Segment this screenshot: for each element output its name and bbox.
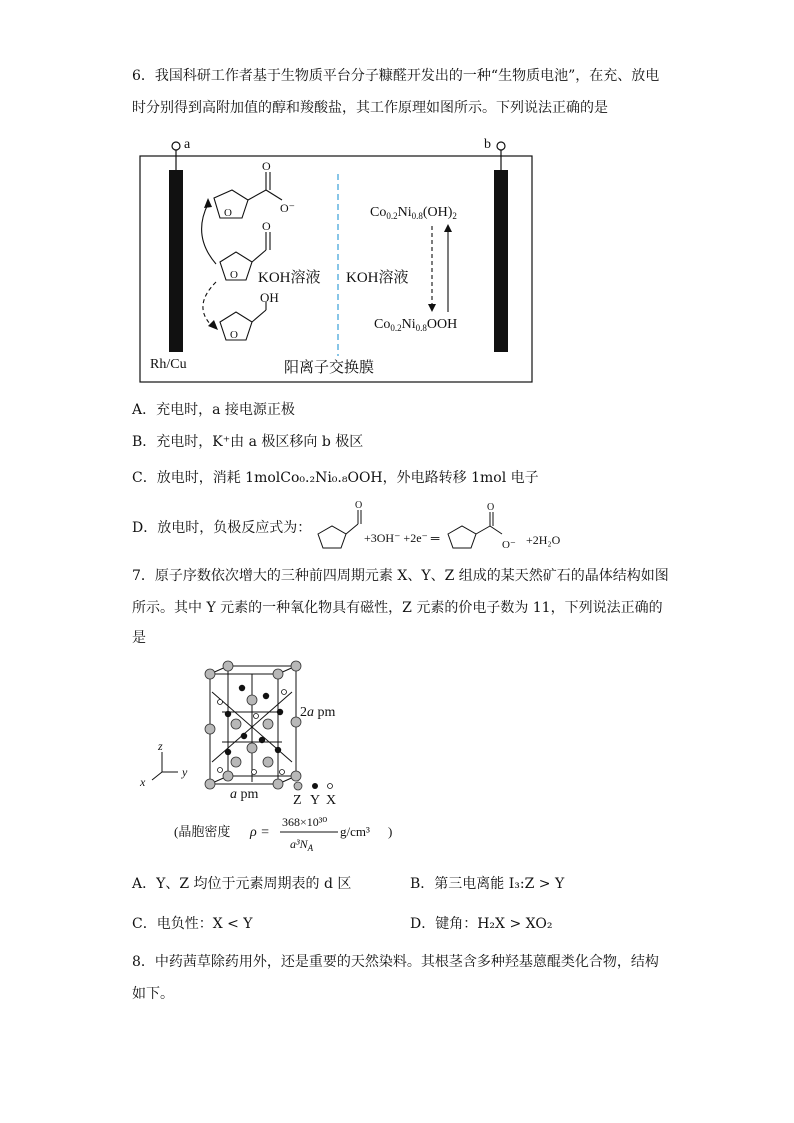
legend-x-marker	[328, 784, 333, 789]
membrane-label: 阳离子交换膜	[284, 360, 375, 376]
axis-x-label: x	[140, 775, 146, 789]
co-ni-oxyhydroxide: $Co_{0.2}Ni_{0.8}OOH$	[374, 317, 458, 333]
battery-diagram	[136, 136, 536, 386]
eq-furoate	[448, 512, 502, 548]
reduction-arrowhead	[208, 320, 218, 330]
eq-furoate-o-minus: O⁻	[502, 539, 516, 551]
electrode-b-label: b	[484, 137, 491, 152]
down-arrowhead	[428, 304, 436, 312]
terminal-a	[172, 142, 180, 150]
oxidation-arrowhead	[204, 198, 212, 208]
q6-option-a[interactable]: A．充电时，a 接电源正极	[132, 402, 295, 418]
option-d-equation	[310, 498, 610, 554]
cell-height-label: 2a pm	[300, 705, 336, 720]
density-unit: g/cm³	[340, 824, 370, 839]
legend-z-label: Z	[293, 793, 302, 808]
density-rho: ρ =	[250, 825, 270, 840]
alcohol-ring-o: O	[230, 329, 238, 341]
eq-furoate-o: O	[487, 502, 495, 513]
unit-cell-frame	[210, 666, 296, 784]
legend-y-marker	[312, 783, 318, 789]
alcohol-oh: OH	[260, 290, 279, 305]
terminal-b	[497, 142, 505, 150]
furoate-ring-o: O	[224, 207, 232, 219]
crystal-structure-figure	[132, 652, 432, 872]
eq-water-term: +2H₂O	[526, 533, 561, 547]
eq-furfural-o: O	[355, 500, 363, 511]
cell-container	[140, 156, 532, 382]
q7-option-a[interactable]: A．Y、Z 均位于元素周期表的 d 区	[132, 876, 352, 892]
eq-middle-terms: +3OH⁻ +2e⁻ ═	[364, 531, 440, 545]
q7-option-c[interactable]: C．电负性：X < Y	[132, 916, 253, 932]
density-numerator: 368×10³⁰	[282, 815, 328, 829]
legend-x-label: X	[326, 793, 337, 808]
axis-y-label: y	[182, 765, 188, 779]
reduction-arrow	[203, 282, 216, 326]
axis-z-label: z	[158, 739, 163, 753]
q6-stem-line2: 时分别得到高附加值的醇和羧酸盐，其工作原理如图所示。下列说法正确的是	[132, 100, 608, 116]
electrode-a-label: a	[184, 137, 191, 152]
legend-z-marker	[294, 782, 302, 790]
furfuryl-alcohol-structure	[220, 302, 266, 340]
furoate-o: O	[262, 159, 271, 173]
up-arrowhead	[444, 224, 452, 232]
co-ni-hydroxide: $Co_{0.2}Ni_{0.8}(OH)_2$	[370, 205, 457, 221]
q7-stem-line2: 所示。其中 Y 元素的一种氧化物具有磁性，Z 元素的价电子数为 11，下列说法正确的	[132, 600, 663, 616]
furfural-o: O	[262, 219, 271, 233]
q7-option-d[interactable]: D．键角：H₂X > XO₂	[410, 916, 553, 932]
q6-option-c[interactable]: C．放电时，消耗 1molCo₀.₂Ni₀.₈OOH，外电路转移 1mol 电子	[132, 470, 539, 486]
catalyst-label: Rh/Cu	[150, 357, 187, 372]
q6-option-d[interactable]	[132, 518, 311, 538]
density-denominator: $a^3N_A$	[290, 837, 314, 853]
q6-option-b[interactable]: B．充电时，K⁺由 a 极区移向 b 极区	[132, 434, 364, 450]
furoate-o-minus: O⁻	[280, 201, 295, 215]
electrode-right	[494, 170, 508, 352]
q8-stem-line1: 8．中药茜草除药用外，还是重要的天然染料。其根茎含多种羟基蒽醌类化合物，结构	[132, 954, 659, 970]
density-suffix: )	[388, 824, 393, 839]
density-prefix: (晶胞密度	[174, 824, 231, 839]
q7-stem-line1: 7．原子序数依次增大的三种前四周期元素 X、Y、Z 组成的某天然矿石的晶体结构如图	[132, 568, 669, 584]
cell-width-label: a pm	[230, 787, 259, 802]
electrode-left	[169, 170, 183, 352]
legend-y-label: Y	[310, 793, 321, 808]
oxidation-arrow	[202, 204, 216, 264]
eq-furfural	[318, 510, 361, 548]
q8-stem-line2: 如下。	[132, 986, 174, 1002]
q6-option-d-prefix: D．放电时，负极反应式为：	[132, 520, 312, 536]
q6-stem-line1: 6．我国科研工作者基于生物质平台分子糠醛开发出的一种“生物质电池”，在充、放电	[132, 68, 660, 84]
q7-option-b[interactable]: B．第三电离能 I₃:Z > Y	[410, 876, 565, 892]
koh-left-label: KOH溶液	[258, 270, 321, 286]
axis-indicator	[152, 752, 178, 780]
koh-right-label: KOH溶液	[346, 270, 409, 286]
q7-stem-line3: 是	[132, 630, 146, 646]
furfural-ring-o: O	[230, 269, 238, 281]
